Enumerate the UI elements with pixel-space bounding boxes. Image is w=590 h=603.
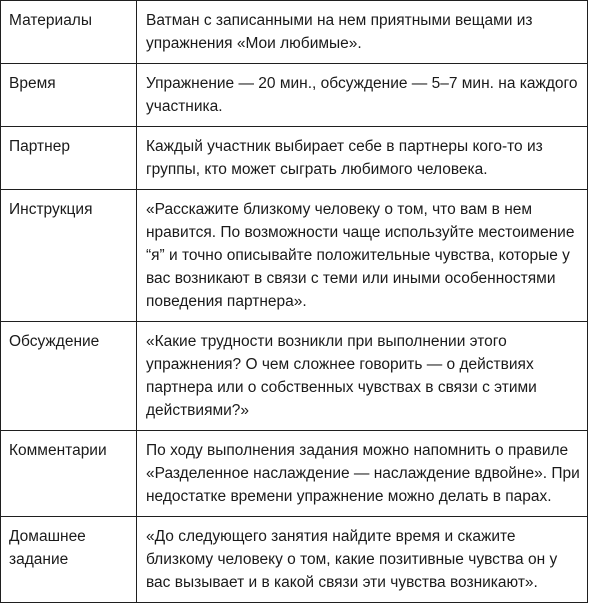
row-label: Время <box>1 64 137 127</box>
row-label: Комментарии <box>1 431 137 517</box>
row-label: Домашнее задание <box>1 517 137 603</box>
row-value: Упражнение — 20 мин., обсуждение — 5–7 мин. на каждого участника. <box>137 64 588 127</box>
row-label: Материалы <box>1 1 137 64</box>
row-label: Инструкция <box>1 190 137 322</box>
table-row-time <box>1 64 588 127</box>
row-label: Обсуждение <box>1 322 137 431</box>
table-row-materials <box>1 1 588 64</box>
row-value: «До следующего занятия найдите время и скажите близкому человеку о том, какие позитивные чувства он у вас вызывает и в какой связи эти чувства возникают». <box>137 517 588 603</box>
row-value: По ходу выполнения задания можно напомнить о правиле «Разделенное наслаждение — наслаждение вдвойне». При недостатке времени упражнение можно делать в парах. <box>137 431 588 517</box>
row-value: «Какие трудности возникли при выполнении этого упражнения? О чем сложнее говорить — о действиях партнера или о собственных чувствах в связи с этими действиями?» <box>137 322 588 431</box>
row-value: Каждый участник выбирает себе в партнеры кого-то из группы, кто может сыграть любимого человека. <box>137 127 588 190</box>
table-row-discussion <box>1 322 588 431</box>
table-row-homework <box>1 517 588 603</box>
table-row-instruction <box>1 190 588 322</box>
table-row-partner <box>1 127 588 190</box>
table-row-comments <box>1 431 588 517</box>
row-value: «Расскажите близкому человеку о том, что вам в нем нравится. По возможности чаще используйте местоимение “я” и точно описывайте положительные чувства, которые у вас возникают в связи с теми или иными особенностями поведения партнера». <box>137 190 588 322</box>
row-value: Ватман с записанными на нем приятными вещами из упражнения «Мои любимые». <box>137 1 588 64</box>
row-label: Партнер <box>1 127 137 190</box>
